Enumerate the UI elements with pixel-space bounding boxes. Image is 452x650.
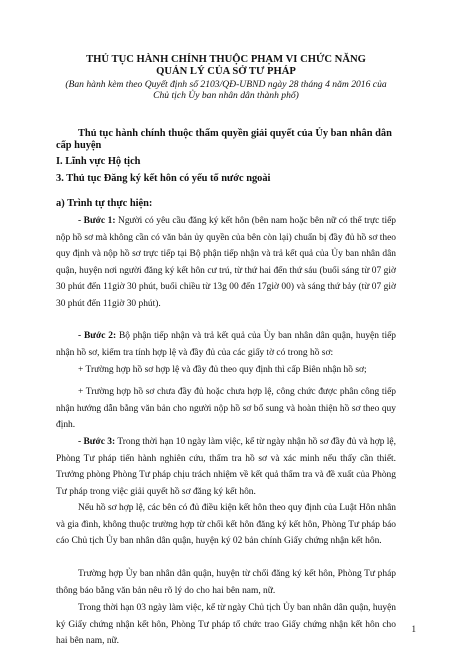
field-heading: I. Lĩnh vực Hộ tịch xyxy=(56,156,141,167)
step-1-label: - Bước 1: xyxy=(78,216,116,226)
subtitle-line-2: Chủ tịch Ủy ban nhân dân thành phố) xyxy=(153,90,299,102)
step-3-refusal-paragraph: Trường hợp Ủy ban nhân dân quận, huyện từ chối đăng ký kết hôn, Phòng Tư pháp thông báo bằng văn bản nêu rõ lý do cho hai bên nam, nữ. xyxy=(56,569,396,596)
step-2-label: - Bước 2: xyxy=(78,331,117,341)
step-3-label: - Bước 3: xyxy=(78,437,116,447)
step-3-text: Trong thời hạn 10 ngày làm việc, kể từ ngày nhận hồ sơ đầy đủ và hợp lệ, Phòng Tư pháp tiến hành nghiên cứu, thẩm tra hồ sơ và xác minh nếu thấy cần thiết. Trưởng phòng Phòng Tư pháp chịu trách nhiệm về kết quả thẩm tra và đề xuất của Phòng Tư pháp trong việc giải quyết hồ sơ đăng ký kết hôn. xyxy=(56,437,396,497)
step-1-paragraph xyxy=(56,213,396,313)
title-line-2: QUẢN LÝ CỦA SỞ TƯ PHÁP xyxy=(156,66,296,77)
section-heading xyxy=(56,128,396,152)
step-3-handover-paragraph: Trong thời hạn 03 ngày làm việc, kể từ ngày Chủ tịch Ủy ban nhân dân quận, huyện ký Giấy chứng nhận kết hôn, Phòng Tư pháp tổ chức trao Giấy chứng nhận kết hôn cho hai bên nam, nữ. xyxy=(56,603,396,647)
page-number: 1 xyxy=(411,624,416,634)
step-2-paragraph xyxy=(56,328,396,361)
step-2-text: Bộ phận tiếp nhận và trả kết quả của Ủy ban nhân dân quận, huyện tiếp nhận hồ sơ, kiểm tra tính hợp lệ và đầy đủ của các giấy tờ có trong hồ sơ: xyxy=(56,331,396,358)
sequence-heading: a) Trình tự thực hiện: xyxy=(56,198,153,209)
section-heading-line-2: cấp huyện xyxy=(56,140,102,152)
document-title xyxy=(40,54,412,78)
subtitle-line-1: (Ban hành kèm theo Quyết định số 2103/QĐ-UBND ngày 28 tháng 4 năm 2016 của xyxy=(65,79,387,90)
section-heading-line-1: Thủ tục hành chính thuộc thẩm quyền giải quyết của Ủy ban nhân dân xyxy=(78,128,392,139)
procedure-heading: 3. Thủ tục Đăng ký kết hôn có yếu tố nước ngoài xyxy=(56,173,271,184)
step-2-case-valid: + Trường hợp hồ sơ hợp lệ và đầy đủ theo quy định thì cấp Biên nhận hồ sơ; xyxy=(78,365,367,375)
step-2-case-invalid: + Trường hợp hồ sơ chưa đầy đủ hoặc chưa hợp lệ, công chức được phân công tiếp nhận hướng dẫn bằng văn bản cho người nộp hồ sơ bổ sung và hoàn thiện hồ sơ theo quy định. xyxy=(56,387,396,431)
step-3-approval-paragraph: Nếu hồ sơ hợp lệ, các bên có đủ điều kiện kết hôn theo quy định của Luật Hôn nhân và gia đình, không thuộc trường hợp từ chối kết hôn đăng ký kết hôn, Phòng Tư pháp báo cáo Chủ tịch Ủy ban nhân dân quận, huyện ký 02 bản chính Giấy chứng nhận kết hôn. xyxy=(56,503,396,547)
step-3-paragraph xyxy=(56,434,396,500)
document-subtitle xyxy=(30,79,422,101)
title-line-1: THỦ TỤC HÀNH CHÍNH THUỘC PHẠM VI CHỨC NĂNG xyxy=(86,54,366,65)
step-1-text: Người có yêu cầu đăng ký kết hôn (bên nam hoặc bên nữ có thể trực tiếp nộp hồ sơ mà không cần có văn bản ủy quyền của bên còn lại) chuẩn bị đầy đủ hồ sơ theo quy định và nộp hồ sơ trực tiếp tại Bộ phận tiếp nhận và trả kết quả của Ủy ban nhân dân quận, huyện nơi người đăng ký kết hôn cư trú, từ thứ hai đến thứ sáu (buổi sáng từ 07 giờ 30 phút đến 11giờ 30 phút, buổi chiều từ 13g 00 đến 17giờ 00) và sáng thứ bảy (từ 07 giờ 30 phút đến 11giờ 30 phút). xyxy=(56,216,396,309)
